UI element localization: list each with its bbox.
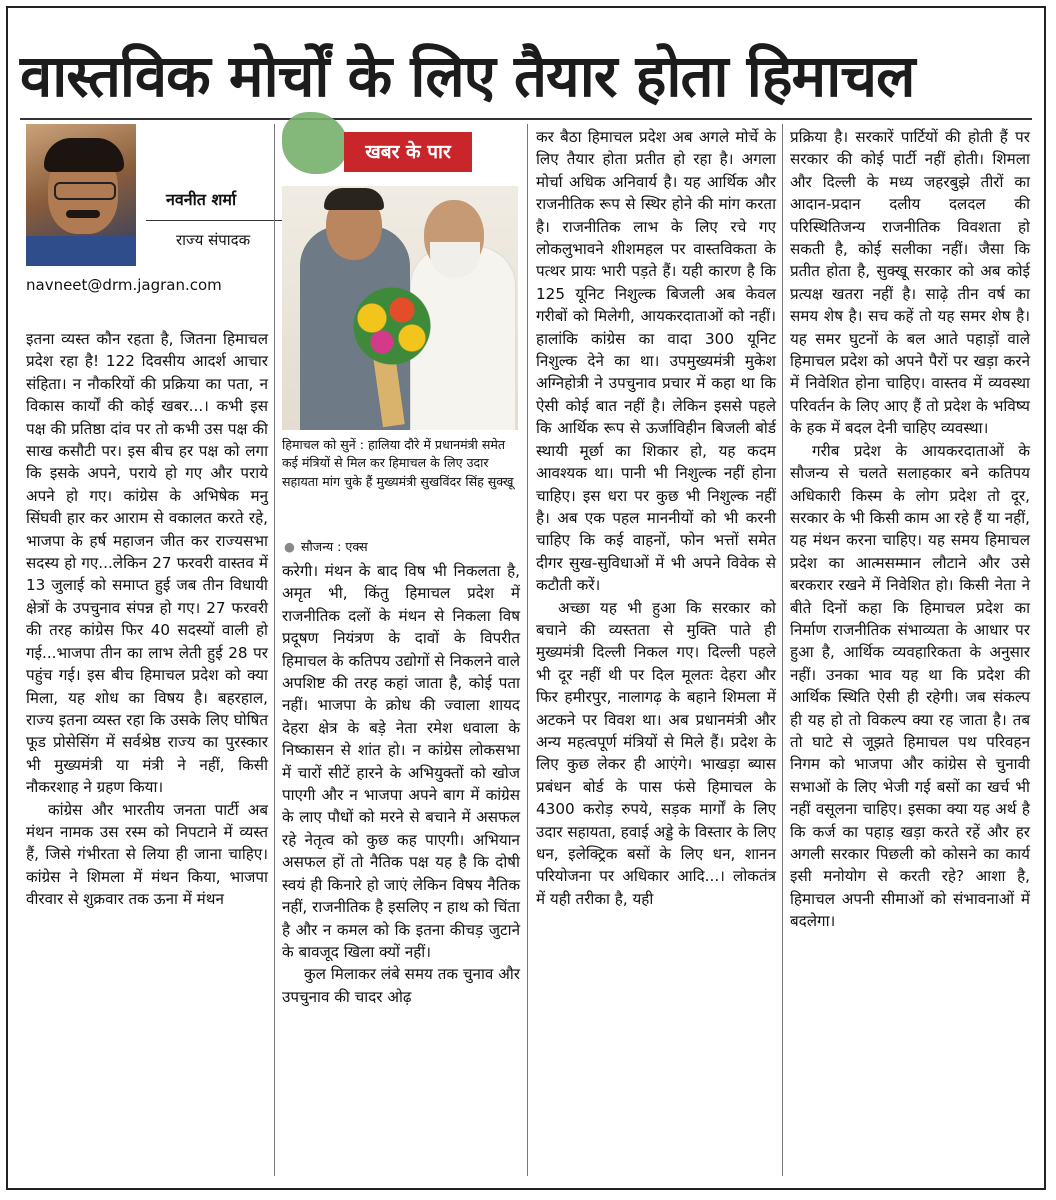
author-title: राज्य संपादक (176, 231, 251, 249)
col3-paragraph-1: कर बैठा हिमाचल प्रदेश अब अगले मोर्चे के लिए तैयार होता प्रतीत हो रहा है। अगला मोर्चा अधिक अनिवार्य है। यह आर्थिक और राजनीतिक रूप से स्थिर होने की मांग करता है। राजनीतिक लाभ के लिए रचे गए लोकलुभावने शीशमहल पर वास्तविकता के पत्थर प्रायः भारी पड़ते हैं। यही कारण है कि 125 यूनिट निशुल्क बिजली अब केवल गरीबों को मिलेगी, आयकरदाताओं को नहीं। हालांकि कांग्रेस का वादा 300 यूनिट निशुल्क देने का था। उपमुख्यमंत्री मुकेश अग्निहोत्री ने उपचुनाव प्रचार में कहा था कि ऐसी कोई बात नहीं है। लेकिन इससे पहले कि आर्थिक रूप से ऊर्जाविहीन बिजली बोर्ड स्थायी मूर्छा का शिकार हो, यह कदम आवश्यक था। पानी भी निशुल्क नहीं होना चाहिए। इस धरा पर कुछ भी निशुल्क नहीं है। अब एक पहल माननीयों को भी करनी चाहिए कि कई वाहनों, फोन भत्तों समेत दीगर सुख-सुविधाओं में भी अपने विवेक से कटौती करें। (536, 128, 776, 595)
article-column-4 (790, 126, 1030, 933)
column-divider-3 (782, 124, 783, 1176)
section-badge: खबर के पार (344, 132, 472, 172)
col1-paragraph-2: कांग्रेस और भारतीय जनता पार्टी अब मंथन नामक उस रस्म को निपटाने में व्यस्त हैं, जिसे गंभीरता से लिया ही जाना चाहिए। कांग्रेस ने शिमला में मंथन किया, भाजपा वीरवार से शुक्रवार तक ऊना में मंथन (26, 800, 268, 909)
article-column-2 (282, 560, 520, 1008)
author-block (26, 124, 266, 314)
author-divider (146, 220, 286, 221)
col4-paragraph-1: प्रक्रिया है। सरकारें पार्टियों की होती हैं पर सरकार की कोई पार्टी नहीं होती। शिमला और दिल्ली के मध्य जहरबुझे तीरों का आदान-प्रदान दलीय दलदल की परिस्थितिजन्य राजनीतिक विवशता हो सकती है, कोई सलीका नहीं। जैसा कि प्रतीत होता है, सुक्खू सरकार को अब कोई प्रत्यक्ष खतरा नहीं है। साढ़े तीन वर्ष का समय शेष है। सच कहें तो यह समर शेष है। यह समर घुटनों के बल आते पहाड़ों वाले हिमाचल प्रदेश को अपने पैरों पर खड़ा करने में निवेशित होना चाहिए। वास्तव में व्यवस्था परिवर्तन के लिए आए हैं तो प्रदेश के भविष्य के हक में बदल देनी चाहिए व्यवस्था। (790, 128, 1030, 438)
article-column-1 (26, 328, 268, 911)
photo-credit: ● सौजन्य : एक्स (284, 539, 368, 554)
col3-paragraph-2: अच्छा यह भी हुआ कि सरकार को बचाने की व्यस्तता से मुक्ति पाते ही मुख्यमंत्री दिल्ली निकल गए। दिल्ली पहले भी दूर नहीं थी पर दिल मूलतः देहरा और फिर हमीरपुर, नालागढ़ के बहाने शिमला में अटकने पर विवश था। अब प्रधानमंत्री और अन्य महत्वपूर्ण मंत्रियों से मिले हैं। प्रदेश के लिए कुछ लेकर ही आएंगे। भाखड़ा ब्यास प्रबंधन बोर्ड के पास फंसे हिमाचल के 4300 करोड़ रुपये, सड़क मार्गों के लिए उदार सहायता, हवाई अड्डे के विस्तार के लिए धन, इलेक्ट्रिक बसों के लिए धन, शानन परियोजना पर अधिकार आदि...। लोकतंत्र में यही तरीका है, यही (536, 598, 776, 908)
column-divider-1 (274, 124, 275, 1176)
author-name: नवनीत शर्मा (166, 190, 237, 209)
col2-paragraph-1: करेगी। मंथन के बाद विष भी निकलता है, अमृत भी, किंतु हिमाचल प्रदेश में राजनीतिक दलों के मंथन से निकला विष प्रदूषण नियंत्रण के दावों के विपरीत हिमाचल के कतिपय उद्योगों से निकलने वाले अपशिष्ट की तरह कहां जाता है, कोई पता नहीं। भाजपा के क्रोध की ज्वाला शायद देहरा क्षेत्र के बड़े नेता रमेश धवाला के निष्कासन से शांत हो। न कांग्रेस लोकसभा में चारों सीटें हारने के अभियुक्तों को खोज पाएगी और न भाजपा अपने बाग में कांग्रेस के लाए पौधों को मरने से बचाने में असफल रहे नेतृत्व को कुछ कह पाएगी। अभियान असफल हों तो नैतिक पक्ष यह है कि दोषी स्वयं ही किनारे हो जाएं लेकिन विषय नैतिक नहीं, राजनीतिक है इसलिए न हाथ को चिंता है और न कमल को कि इतना कीचड़ जुटाने के बावजूद खिला क्यों नहीं। (282, 562, 520, 961)
col2-paragraph-2: कुल मिलाकर लंबे समय तक चुनाव और उपचुनाव की चादर ओढ़ (282, 965, 520, 1006)
col4-paragraph-2: गरीब प्रदेश के आयकरदाताओं के सौजन्य से चलते सलाहकार बने कतिपय अधिकारी किस्म के लोग प्रदेश तो दूर, सरकार के भी किसी काम आ रहे हैं या नहीं, यह मंथन करना चाहिए। यह समय हिमाचल प्रदेश का आत्मसम्मान लौटाने और उसे बरकरार रखने में निवेशित हो। किसी नेता ने बीते दिनों कहा कि हिमाचल प्रदेश का निर्माण राजनीतिक संभाव्यता के आधार पर हुआ है, आर्थिक व्यवहारिकता के अनुसार नहीं। उनका भाव यह था कि प्रदेश की आर्थिक स्थिति ऐसी ही रहेगी। जब संकल्प ही यह हो तो विकल्प क्या रह जाता है। तब तो घाटे से जूझते हिमाचल पथ परिवहन निगम को भाजपा और कांग्रेस से चुनावी सभाओं के लिए भेजी गई बसों का खर्च भी नहीं वसूलना चाहिए। इसका क्या यह अर्थ है कि कर्ज का पहाड़ खड़ा करते रहें और हर अगली सरकार पिछली को कोसने का कार्य इसी मनोयोग से करती रहे? आशा है, हिमाचल अपनी सीमाओं को संभावनाओं में बदलेगा। (790, 441, 1030, 931)
news-photo (282, 186, 518, 430)
column-divider-2 (527, 124, 528, 1176)
author-email[interactable]: navneet@drm.jagran.com (26, 276, 222, 294)
col1-paragraph-1: इतना व्यस्त कौन रहता है, जितना हिमाचल प्रदेश रहा है! 122 दिवसीय आदर्श आचार संहिता। न नौकरियों की प्रक्रिया का पता, न विकास कार्यों की कोई खबर...। कभी इस पक्ष की प्रतिष्ठा दांव पर तो कभी उस पक्ष की साख कसौटी पर। इस बीच हर पक्ष को लगा कि इसके अपने, पराये हो गए और पराये अपने हो गए। कांग्रेस के अभिषेक मनु सिंघवी हार कर आराम से वकालत करते रहे, भाजपा के हर्ष महाजन जीत कर राज्यसभा सदस्य हो गए...लेकिन 27 फरवरी वास्तव में 13 जुलाई को समाप्त हुई जब तीन विधायी क्षेत्रों के उपचुनाव संपन्न हो गए। 27 फरवरी की तरह कांग्रेस फिर 40 सदस्यों वाली हो गई...भाजपा तीन का लाभ लेती हुई 28 पर पहुंच गई। इस बीच हिमाचल प्रदेश को क्या मिला, यह शोध का विषय है। बहरहाल, राज्य इतना व्यस्त रहा कि उसके लिए घोषित फूड प्रोसेसिंग में सर्वश्रेष्ठ राज्य का पुरस्कार भी मुख्यमंत्री या मंत्री ने नहीं, किसी नौकरशाह ने ग्रहण किया। (26, 330, 268, 797)
article-column-3 (536, 126, 776, 910)
author-photo (26, 124, 136, 266)
photo-credit-text: सौजन्य : एक्स (301, 539, 368, 554)
headline-rule (20, 118, 1032, 120)
headline: वास्तविक मोर्चों के लिए तैयार होता हिमाचल (20, 42, 915, 110)
photo-caption: हिमाचल को सुनें : हालिया दौरे में प्रधानमंत्री समेत कई मंत्रियों से मिल कर हिमाचल के लिए उदार सहायता मांग चुके हैं मुख्यमंत्री सुखविंदर सिंह सुक्खू (282, 437, 514, 489)
